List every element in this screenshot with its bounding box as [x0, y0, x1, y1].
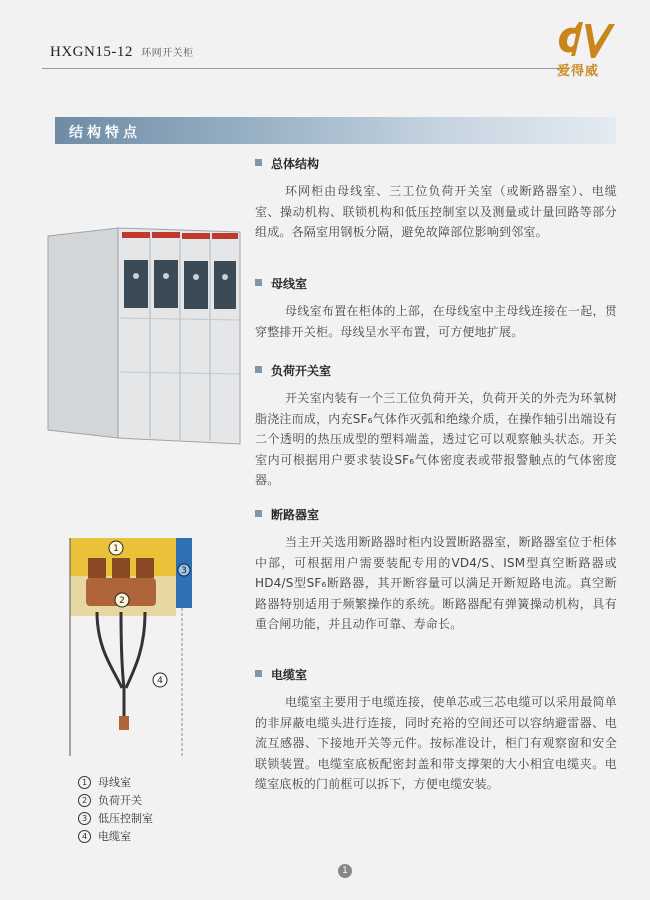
section-cable-compartment	[255, 666, 617, 795]
legend-label: 负荷开关	[98, 794, 142, 807]
section-body: 当主开关选用断路器时柜内设置断路器室，断路器室位于柜体中部，可根据用户需要装配专用的VD4/S、ISM型真空断路器或HD4/S型SF₆断路器，其开断容量可以满足开断短路电流。真空断路器特别适用于频繁操作的系统。断路器配有弹簧操动机构，具有重合闸功能，并且动作可靠、寿命长。	[255, 535, 617, 631]
callout-4: 4	[157, 676, 163, 686]
cabinet-section-diagram	[64, 530, 204, 760]
diagram-legend	[78, 773, 153, 845]
switchgear-cabinet-illustration	[40, 222, 248, 454]
section-title: 断路器室	[255, 506, 617, 523]
section-title: 母线室	[255, 275, 617, 292]
legend-item	[78, 791, 153, 809]
page-number: 1	[338, 864, 352, 878]
legend-item	[78, 809, 153, 827]
section-busbar-compartment	[255, 275, 617, 342]
section-breaker-compartment	[255, 506, 617, 635]
section-title: 负荷开关室	[255, 362, 617, 379]
header-divider	[42, 68, 570, 69]
legend-number: 4	[78, 830, 91, 843]
callout-3: 3	[181, 566, 187, 576]
model-number: HXGN15-12	[50, 44, 133, 60]
brand-name: 爱得威	[557, 64, 600, 79]
legend-number: 2	[78, 794, 91, 807]
cables	[97, 612, 145, 730]
legend-label: 母线室	[98, 776, 131, 789]
section-body: 开关室内装有一个三工位负荷开关，负荷开关的外壳为环氧树脂浇注而成，内充SF₆气体作灭弧和绝缘介质，在操作轴引出端设有二个透明的热压成型的塑料端盖，透过它可以观察触头状态。开关室内可根据用户要求装设SF₆气体密度表或带报警触点的气体密度器。	[255, 391, 617, 487]
section-banner-title: 结构特点	[69, 125, 141, 141]
product-name: 环网开关柜	[141, 48, 194, 59]
callout-2: 2	[119, 596, 125, 606]
legend-item	[78, 827, 153, 845]
section-body: 电缆室主要用于电缆连接，使单芯或三芯电缆可以采用最简单的非屏蔽电缆头进行连接，同时充裕的空间还可以容纳避雷器、电流互感器、下接地开关等元件。按标准设计，柜门有观察窗和安全联锁装置。电缆室底板配密封盖和带支撑架的大小相宜电缆夹。电缆室底板的门前框可以拆下，方便电缆安装。	[255, 695, 617, 791]
legend-item	[78, 773, 153, 791]
section-title: 总体结构	[255, 155, 617, 172]
legend-label: 低压控制室	[98, 812, 153, 825]
legend-label: 电缆室	[98, 830, 131, 843]
section-body: 母线室布置在柜体的上部，在母线室中主母线连接在一起，贯穿整排开关柜。母线呈水平布置，可方便地扩展。	[255, 304, 617, 339]
header-title	[50, 44, 194, 61]
section-banner	[55, 117, 616, 144]
section-body: 环网柜由母线室、三工位负荷开关室（或断路器室）、电缆室、操动机构、联锁机构和低压控制室以及测量或计量回路等部分组成。各隔室用钢板分隔，避免故障部位影响到邻室。	[255, 184, 617, 239]
brand-logo	[555, 20, 617, 78]
legend-number: 1	[78, 776, 91, 789]
brand-logo-icon	[555, 20, 617, 60]
legend-number: 3	[78, 812, 91, 825]
section-load-switch-compartment	[255, 362, 617, 491]
section-overall-structure	[255, 155, 617, 243]
callout-1: 1	[113, 544, 119, 554]
section-title: 电缆室	[255, 666, 617, 683]
